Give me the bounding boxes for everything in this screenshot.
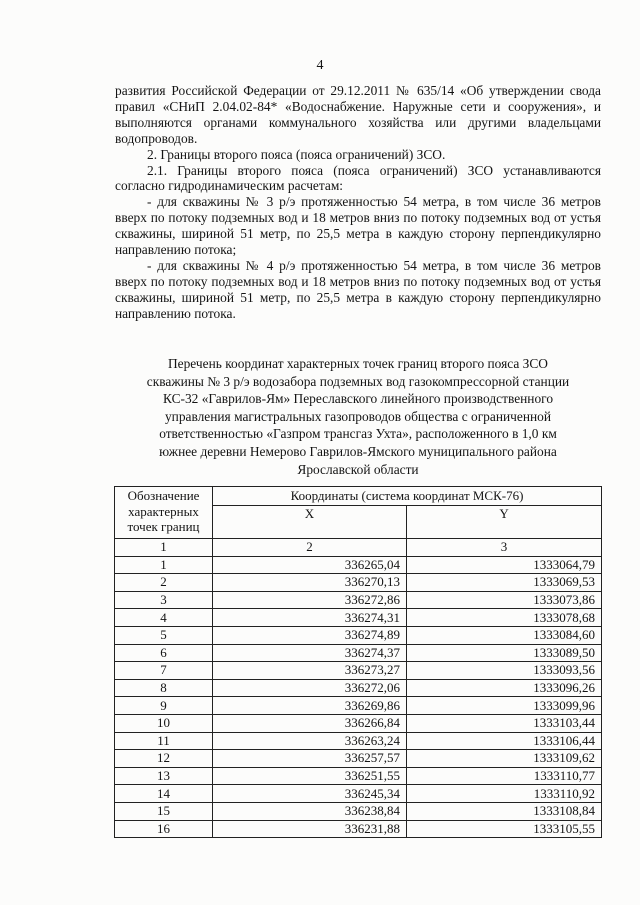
caption-line: КС-32 «Гаврилов-Ям» Переславского линейного производственного <box>162 391 554 407</box>
y-coordinate-cell: 1333108,84 <box>407 802 602 820</box>
table-row <box>115 697 602 715</box>
y-coordinate-cell: 1333106,44 <box>407 732 602 750</box>
x-coordinate-cell: 336231,88 <box>213 820 407 838</box>
table-row <box>115 591 602 609</box>
point-number-cell: 15 <box>115 802 213 820</box>
y-coordinate-cell: 1333089,50 <box>407 644 602 662</box>
header-point-designation: Обозначение характерных точек границ <box>115 487 213 539</box>
point-number-cell: 4 <box>115 609 213 627</box>
column-number: 1 <box>115 539 213 557</box>
paragraph-section-2-1: 2.1. Границы второго пояса (пояса ограничений) ЗСО устанавливаются согласно гидродинамическим расчетам: <box>115 162 601 194</box>
table-row <box>115 662 602 680</box>
caption-line: ответственностью «Газпром трансгаз Ухта», расположенного в 1,0 км <box>159 426 557 442</box>
point-number-cell: 7 <box>115 662 213 680</box>
point-number-cell: 5 <box>115 626 213 644</box>
point-number-cell: 13 <box>115 767 213 785</box>
header-x: X <box>213 506 407 539</box>
point-number-cell: 2 <box>115 574 213 592</box>
column-number: 3 <box>407 539 602 557</box>
y-coordinate-cell: 1333105,55 <box>407 820 602 838</box>
x-coordinate-cell: 336263,24 <box>213 732 407 750</box>
paragraph-continuation: развития Российской Федерации от 29.12.2011 № 635/14 «Об утверждении свода правил «СНиП 2.04.02-84* «Водоснабжение. Наружные сети и сооружения», и выполняются органами коммунального хозяйства или другими владельцами водопроводов. <box>115 83 601 146</box>
x-coordinate-cell: 336272,06 <box>213 679 407 697</box>
table-row <box>115 609 602 627</box>
header-y: Y <box>407 506 602 539</box>
table-row <box>115 732 602 750</box>
x-coordinate-cell: 336274,31 <box>213 609 407 627</box>
page-number: 4 <box>316 58 324 73</box>
y-coordinate-cell: 1333109,62 <box>407 750 602 768</box>
caption-line: скважины № 3 р/э водозабора подземных вод газокомпрессорной станции <box>146 373 570 389</box>
y-coordinate-cell: 1333084,60 <box>407 626 602 644</box>
x-coordinate-cell: 336273,27 <box>213 662 407 680</box>
table-caption <box>115 355 601 478</box>
x-coordinate-cell: 336251,55 <box>213 767 407 785</box>
x-coordinate-cell: 336269,86 <box>213 697 407 715</box>
x-coordinate-cell: 336272,86 <box>213 591 407 609</box>
point-number-cell: 6 <box>115 644 213 662</box>
paragraph-well-4: - для скважины № 4 р/э протяженностью 54 метра, в том числе 36 метров вверх по потоку подземных вод и 18 метров вниз по потоку подземных вод от устья скважины, шириной 51 метр, по 25,5 метра в каждую сторону перпендикулярно направлению потока. <box>115 257 601 321</box>
paragraph-section-2: 2. Границы второго пояса (пояса ограничений) ЗСО. <box>147 146 446 162</box>
y-coordinate-cell: 1333103,44 <box>407 714 602 732</box>
body-text <box>115 83 601 322</box>
y-coordinate-cell: 1333064,79 <box>407 556 602 574</box>
table-row <box>115 574 602 592</box>
y-coordinate-cell: 1333093,56 <box>407 662 602 680</box>
table-row <box>115 750 602 768</box>
x-coordinate-cell: 336238,84 <box>213 802 407 820</box>
x-coordinate-cell: 336265,04 <box>213 556 407 574</box>
table-row <box>115 644 602 662</box>
point-number-cell: 14 <box>115 785 213 803</box>
header-coordinates: Координаты (система координат МСК-76) <box>213 487 602 506</box>
y-coordinate-cell: 1333078,68 <box>407 609 602 627</box>
point-number-cell: 16 <box>115 820 213 838</box>
column-number: 2 <box>213 539 407 557</box>
x-coordinate-cell: 336270,13 <box>213 574 407 592</box>
point-number-cell: 12 <box>115 750 213 768</box>
caption-line: управления магистральных газопроводов общества с ограниченной <box>164 408 552 424</box>
table-row <box>115 785 602 803</box>
table-row <box>115 802 602 820</box>
x-coordinate-cell: 336245,34 <box>213 785 407 803</box>
y-coordinate-cell: 1333110,77 <box>407 767 602 785</box>
x-coordinate-cell: 336257,57 <box>213 750 407 768</box>
point-number-cell: 11 <box>115 732 213 750</box>
point-number-cell: 3 <box>115 591 213 609</box>
y-coordinate-cell: 1333110,92 <box>407 785 602 803</box>
table-row <box>115 714 602 732</box>
x-coordinate-cell: 336274,37 <box>213 644 407 662</box>
point-number-cell: 9 <box>115 697 213 715</box>
table-row <box>115 556 602 574</box>
point-number-cell: 8 <box>115 679 213 697</box>
table-row <box>115 820 602 838</box>
coordinates-table <box>114 486 602 838</box>
y-coordinate-cell: 1333069,53 <box>407 574 602 592</box>
caption-line: Ярославской области <box>297 461 419 477</box>
caption-line: Перечень координат характерных точек границ второго пояса ЗСО <box>168 356 548 371</box>
table-row <box>115 767 602 785</box>
y-coordinate-cell: 1333073,86 <box>407 591 602 609</box>
table-body <box>115 556 602 838</box>
y-coordinate-cell: 1333096,26 <box>407 679 602 697</box>
x-coordinate-cell: 336266,84 <box>213 714 407 732</box>
paragraph-well-3: - для скважины № 3 р/э протяженностью 54 метра, в том числе 36 метров вверх по потоку подземных вод и 18 метров вниз по потоку подземных вод от устья скважины, шириной 51 метр, по 25,5 метра в каждую сторону перпендикулярно направлению потока; <box>115 194 601 258</box>
point-number-cell: 1 <box>115 556 213 574</box>
y-coordinate-cell: 1333099,96 <box>407 697 602 715</box>
point-number-cell: 10 <box>115 714 213 732</box>
table-row <box>115 626 602 644</box>
caption-line: южнее деревни Немерово Гаврилов-Ямского муниципального района <box>159 443 557 459</box>
table-row <box>115 679 602 697</box>
x-coordinate-cell: 336274,89 <box>213 626 407 644</box>
